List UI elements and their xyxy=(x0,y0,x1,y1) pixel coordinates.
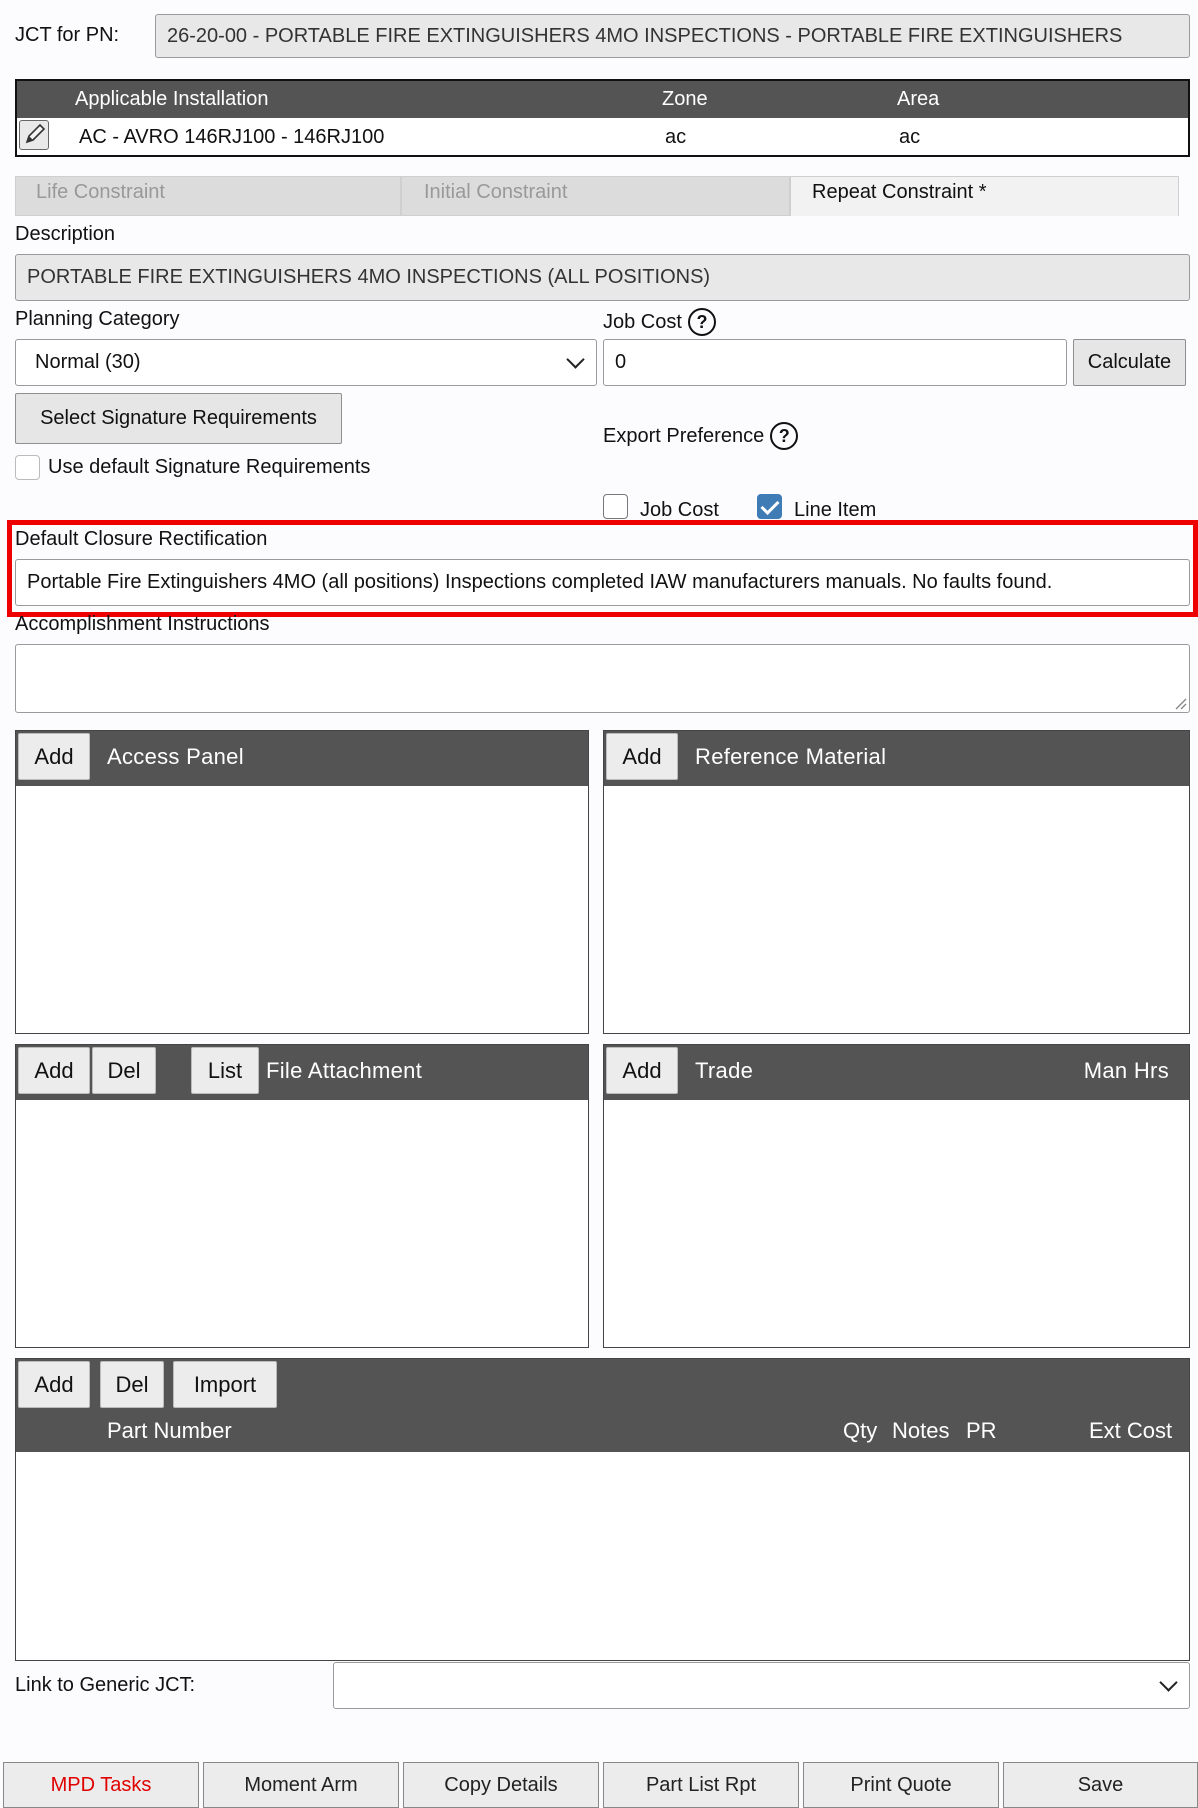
col-applicable-installation: Applicable Installation xyxy=(75,88,269,110)
export-preference-label: Export Preference xyxy=(603,424,765,447)
description-field: PORTABLE FIRE EXTINGUISHERS 4MO INSPECTIONS (ALL POSITIONS) xyxy=(15,254,1190,301)
jct-field: 26-20-00 - PORTABLE FIRE EXTINGUISHERS 4MO INSPECTIONS - PORTABLE FIRE EXTINGUISHERS xyxy=(155,14,1190,58)
jct-label: JCT for PN: xyxy=(15,24,120,46)
tab-life-constraint[interactable]: Life Constraint xyxy=(15,176,401,216)
col-ext-cost: Ext Cost xyxy=(1089,1418,1173,1443)
help-icon[interactable]: ? xyxy=(688,308,716,336)
use-default-signature-checkbox[interactable] xyxy=(15,455,40,480)
trade-add-button[interactable]: Add xyxy=(606,1047,678,1094)
job-cost-label: Job Cost xyxy=(603,310,682,333)
edit-pencil-icon[interactable] xyxy=(19,120,49,150)
reference-material-title: Reference Material xyxy=(695,744,887,769)
job-cost-input[interactable]: 0 xyxy=(603,339,1067,386)
use-default-signature-label: Use default Signature Requirements xyxy=(48,456,371,478)
table-row[interactable] xyxy=(17,118,1188,155)
installation-cell: AC - AVRO 146RJ100 - 146RJ100 xyxy=(79,126,385,148)
export-line-item-label: Line Item xyxy=(794,499,877,521)
tab-initial-constraint[interactable]: Initial Constraint xyxy=(401,176,790,216)
trade-header xyxy=(604,1045,1189,1100)
calculate-button[interactable]: Calculate xyxy=(1073,339,1186,386)
export-line-item-row[interactable] xyxy=(757,491,876,522)
access-panel-title: Access Panel xyxy=(107,744,244,769)
export-preference-label-wrap xyxy=(603,422,798,450)
accomplishment-textarea[interactable] xyxy=(15,644,1190,713)
reference-material-add-button[interactable]: Add xyxy=(606,733,678,780)
planning-category-select[interactable] xyxy=(15,339,597,386)
select-signature-requirements-button[interactable]: Select Signature Requirements xyxy=(15,393,342,444)
trade-panel xyxy=(603,1044,1190,1348)
parts-import-button[interactable]: Import xyxy=(173,1361,277,1408)
reference-material-panel xyxy=(603,730,1190,1034)
area-cell: ac xyxy=(899,126,921,148)
export-job-cost-label: Job Cost xyxy=(640,499,719,521)
trade-title: Trade xyxy=(695,1058,754,1083)
closure-field[interactable]: Portable Fire Extinguishers 4MO (all positions) Inspections completed IAW manufacturers manuals. No faults found. xyxy=(15,559,1190,606)
export-job-cost-row[interactable] xyxy=(603,491,719,522)
job-cost-label-wrap xyxy=(603,308,716,336)
zone-cell: ac xyxy=(665,126,687,148)
resize-handle-icon[interactable] xyxy=(1173,696,1187,710)
parts-del-button[interactable]: Del xyxy=(100,1361,164,1408)
col-area: Area xyxy=(897,88,940,110)
file-attachment-add-button[interactable]: Add xyxy=(18,1047,90,1094)
save-button[interactable]: Save xyxy=(1003,1762,1198,1808)
file-attachment-header xyxy=(16,1045,588,1100)
copy-details-button[interactable]: Copy Details xyxy=(403,1762,599,1808)
col-pr: PR xyxy=(966,1418,997,1443)
reference-material-header xyxy=(604,731,1189,786)
description-label: Description xyxy=(15,223,116,245)
mpd-tasks-button[interactable]: MPD Tasks xyxy=(3,1762,199,1808)
use-default-signature-row[interactable] xyxy=(15,455,370,480)
access-panel-add-button[interactable]: Add xyxy=(18,733,90,780)
file-attachment-title: File Attachment xyxy=(266,1058,423,1083)
access-panel xyxy=(15,730,589,1034)
chevron-down-icon xyxy=(1159,1673,1177,1691)
parts-add-button[interactable]: Add xyxy=(18,1361,90,1408)
parts-panel xyxy=(15,1358,1190,1661)
tab-repeat-constraint[interactable]: Repeat Constraint * xyxy=(790,176,1179,216)
col-notes: Notes xyxy=(892,1418,950,1443)
print-quote-button[interactable]: Print Quote xyxy=(803,1762,999,1808)
installation-table xyxy=(15,79,1190,157)
moment-arm-button[interactable]: Moment Arm xyxy=(203,1762,399,1808)
installation-table-header xyxy=(17,81,1188,118)
part-list-rpt-button[interactable]: Part List Rpt xyxy=(603,1762,799,1808)
export-line-item-checkbox[interactable] xyxy=(757,494,782,519)
help-icon[interactable]: ? xyxy=(770,422,798,450)
planning-category-label: Planning Category xyxy=(15,308,180,330)
file-attachment-del-button[interactable]: Del xyxy=(92,1047,156,1094)
link-generic-label: Link to Generic JCT: xyxy=(15,1674,196,1696)
access-panel-header xyxy=(16,731,588,786)
link-generic-select[interactable] xyxy=(333,1662,1190,1709)
col-zone: Zone xyxy=(662,88,708,110)
man-hrs-column: Man Hrs xyxy=(1083,1058,1169,1083)
closure-label: Default Closure Rectification xyxy=(15,528,268,550)
file-attachment-panel xyxy=(15,1044,589,1348)
chevron-down-icon xyxy=(566,350,584,368)
col-part-number: Part Number xyxy=(107,1418,232,1443)
col-qty: Qty xyxy=(843,1418,878,1443)
export-job-cost-checkbox[interactable] xyxy=(603,494,628,519)
accomplishment-label: Accomplishment Instructions xyxy=(15,613,270,635)
parts-header xyxy=(16,1359,1189,1452)
planning-category-value: Normal (30) xyxy=(35,351,141,373)
file-attachment-list-button[interactable]: List xyxy=(191,1047,259,1094)
